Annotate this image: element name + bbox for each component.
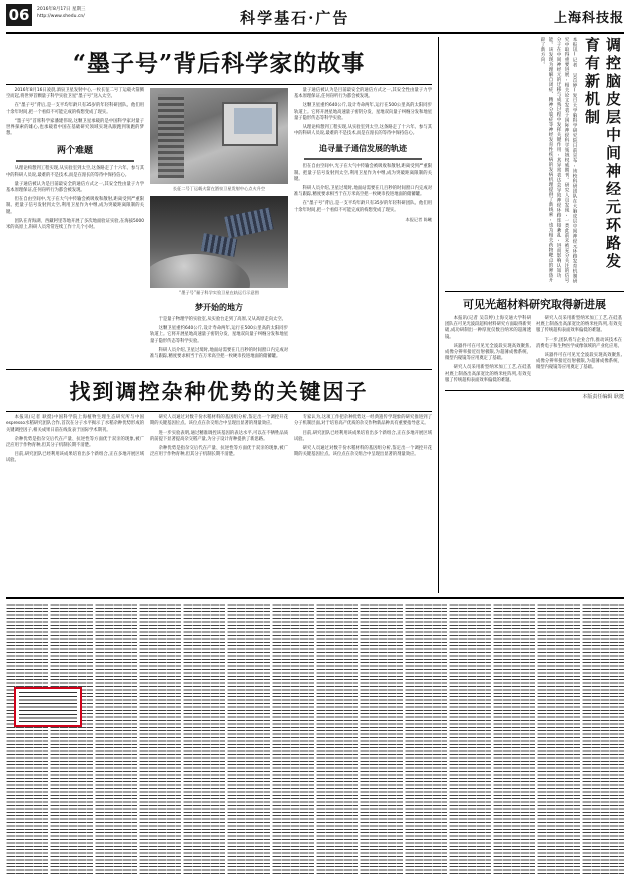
second-headline-rule <box>6 411 432 412</box>
classified-column <box>272 602 314 874</box>
paragraph: 但在自由空间中,光子在大气中传输会被吸收和散射,距离受到严重限制。把量子信号发射到太空,利用卫星作为中继,成为突破距离限制的关键。 <box>294 164 432 182</box>
paragraph: 研究人员采用新型纳米加工工艺,在硅基衬底上制备出高深宽比的纳米柱阵列,有效克服了传统超构表面效率偏低的难题。 <box>536 316 622 334</box>
second-headline: 找到调控杂种优势的关键因子 <box>69 379 369 405</box>
subhead-difficulties: 两个难题 <box>56 146 93 157</box>
second-c1-text <box>6 415 144 464</box>
solar-panel-shape <box>224 207 274 238</box>
right-zone <box>438 37 624 593</box>
left-zone <box>6 37 432 593</box>
page-body <box>6 37 624 593</box>
divider-above-second <box>6 369 432 370</box>
lead-article-columns <box>6 88 432 363</box>
lead-headline: “墨子号”背后科学家的故事 <box>72 50 366 77</box>
second-article-columns <box>6 415 432 467</box>
classified-column <box>582 602 624 874</box>
classified-column <box>95 602 137 874</box>
subhead-history: 追寻量子通信发展的轨迹 <box>319 143 407 154</box>
paragraph: 但在自由空间中,光子在大气中传输会被吸收和散射,距离受到严重限制。把量子信号发射到太空,利用卫星作为中继,成为突破距离限制的关键。 <box>6 197 144 215</box>
paragraph: 在“墨子号”背后,是一支平均年龄只有35岁的年轻科研团队。他们用十余年时间,把一个看似不可能完成的构想变成了现实。 <box>6 103 144 115</box>
paragraph: 在“墨子号”背后,是一支平均年龄只有35岁的年轻科研团队。他们用十余年时间,把一个看似不可能完成的构想变成了现实。 <box>294 201 432 213</box>
right-second-headline: 可见光超材料研究取得新进展 <box>445 291 624 312</box>
earth-shape <box>150 254 250 288</box>
masthead <box>6 4 624 34</box>
paragraph: 进一步实验表明,通过精准调控该基因的表达水平,可以在不牺牲品质的前提下显著提高杂交稻产量,为分子设计育种提供了新思路。 <box>150 430 288 442</box>
website-url: http://www.shedu.cn/ <box>37 14 85 19</box>
second-c2-text <box>150 415 288 458</box>
classified-column <box>6 602 48 874</box>
photo-caption-satellite: “墨子号”量子科学实验卫星在轨运行示意图 <box>179 290 259 295</box>
classified-column <box>139 602 181 874</box>
launch-tower-shape <box>158 94 184 178</box>
lead-c3-top <box>294 88 432 137</box>
photo-rocket-launch <box>150 88 288 184</box>
paragraph: 杂种优势是指杂交后代在产量、抗逆性等方面优于双亲的现象,被广泛应用于作物育种,但其分子机制长期不清楚。 <box>6 436 144 449</box>
paragraph: 量子通信被认为是目前最安全的通信方式之一,其安全性由量子力学基本原理保证,任何窃听行为都会被发现。 <box>294 88 432 100</box>
paragraph: 专家认为,这项工作把杂种优势这一经典遗传学现象的研究推进到了分子机制层面,对于培育高产优质的杂交作物新品种具有重要指导意义。 <box>294 415 432 427</box>
subhead-rule <box>16 160 134 162</box>
paragraph: 本报讯(记者 吴苡婷)上海交通大学科研团队在可见光波段超构材料研究方面取得新突破,成功研制出一种厚度仅数百纳米的超薄透镜。 <box>445 316 531 340</box>
lead-c2-text <box>150 317 288 360</box>
payload-inner-shape <box>234 108 272 134</box>
paragraph: 量子通信被认为是目前最安全的通信方式之一,其安全性由量子力学基本原理保证,任何窃听行为都会被发现。 <box>6 181 144 194</box>
subhead-dream-place: 梦开始的地方 <box>195 302 243 312</box>
page-number: 06 <box>6 4 32 26</box>
photo-satellite-orbit <box>150 196 288 288</box>
second-column-1 <box>6 415 144 467</box>
paragraph: 于是量子物理学的实验室,从实验台走到了高原,又从高原走向太空。 <box>158 317 286 322</box>
paragraph: 杂种优势是指杂交后代在产量、抗逆性等方面优于双亲的现象,被广泛应用于作物育种,但其分子机制长期不清楚。 <box>150 446 288 458</box>
paragraph: 下一步,团队将与企业合作,推动该技术在消费电子和生物医学成像领域的产业化应用。 <box>536 337 622 349</box>
paragraph: 团队在青海湖、西藏阿里等地开展了多次地面验证实验,在海拔5000米的高原上,科研人员常常连续工作十几个小时。 <box>6 218 144 231</box>
paragraph: 目前,研究团队已经利用该成果培育出多个新组合,正在多地开展区域试验。 <box>294 430 432 442</box>
right-c2-text <box>536 316 622 372</box>
paragraph: 研究人员采用新型纳米加工工艺,在硅基衬底上制备出高深宽比的纳米柱阵列,有效克服了传统超构表面效率偏低的难题。 <box>445 365 531 383</box>
lead-c1-p2 <box>6 166 144 231</box>
paragraph: 这颗卫星重约640公斤,设计寿命两年,运行在500公里高的太阳同步轨道上。它将开展星地高速量子密钥分发、星地双向量子纠缠分发和地星量子隐形传态等科学实验。 <box>294 103 432 121</box>
paragraph: 2016年8月16日凌晨,酒泉卫星发射中心,一枚长征二号丁运载火箭腾空而起,将世界首颗量子科学实验卫星“墨子号”送入太空。 <box>6 88 144 100</box>
vertical-article-body: 本报讯(记者 吴苡婷)复旦大学脑科学研究院日前宣布,该校科研团队在大脑皮层中间神经元环路发育机制研究中取得重要进展,相关论文发表于国际神经科学领域权威期刊。研究人员发现,一类此前未被充分关注的信号分子在中间神经元的迁移与成熟过程中发挥关键作用,其异常表达会导致神经环路连接紊乱,进而影响认知功能。该发现为理解自闭症、精神分裂症等神经发育性疾病的发病机理提供了新线索,也为相关药物靶点的筛选开辟了新方向。 <box>540 37 577 284</box>
paragraph: “墨子号”首席科学家潘建伟说,这颗卫星承载的是中国科学家对量子世界探索的雄心,也承载着中国在基础研究领域实现从跟跑到领跑的梦想。 <box>6 118 144 137</box>
classified-column <box>316 602 358 874</box>
classified-listings <box>6 597 624 878</box>
lead-column-3 <box>294 88 432 363</box>
paragraph: 本报讯(记者 耿挺)中国科学院上海植物生理生态研究所与中国espresso水稻研究团队合作,首次在分子水平揭示了水稻杂种优势形成的关键调控因子,相关成果日前在线发表于国际学术期刊。 <box>6 415 144 433</box>
classified-column <box>360 602 402 874</box>
right-c1-text <box>445 316 531 384</box>
lead-c3-bottom <box>294 164 432 213</box>
paragraph: 研究人员通过对数千份水稻材料的基因组分析,鉴定出一个调控开花期的关键基因位点。该位点在杂交组合中呈现出显著的剂量效应。 <box>294 446 432 458</box>
classified-column <box>50 602 92 874</box>
lead-column-1 <box>6 88 144 363</box>
right-col-2 <box>536 316 622 387</box>
paragraph: 科研人员介绍,卫星过境时,地面站需要在几百秒的时间窗口内完成对准与跟踪,精度要求相当于在万米高空把一枚硬币投进地面的储蓄罐。 <box>294 186 432 198</box>
highlighted-listing[interactable] <box>14 687 82 727</box>
second-c3-text <box>294 415 432 458</box>
right-second-columns <box>445 316 624 387</box>
classified-column <box>537 602 579 874</box>
lead-credit: 本报记者 陈曦 <box>405 216 432 222</box>
paper-name: 上海科技报 <box>553 11 624 26</box>
editor-byline: 本版责任编辑 耿挺 <box>445 390 624 400</box>
classified-column <box>405 602 447 874</box>
paragraph: 该器件可在可见光全波段实现高效聚焦,成像分辨率接近衍射极限,为超薄成像系统、微型内窥镜等应用奠定了基础。 <box>536 353 622 371</box>
paragraph: 研究人员通过对数千份水稻材料的基因组分析,鉴定出一个调控开花期的关键基因位点。该位点在杂交组合中呈现出显著的剂量效应。 <box>150 415 288 427</box>
classified-column <box>227 602 269 874</box>
highlighted-listing-text <box>19 692 77 722</box>
photo-caption-rocket: 长征二号丁运载火箭在酒泉卫星发射中心点火升空 <box>172 186 266 191</box>
section-title: 科学基石·广告 <box>240 9 350 27</box>
second-column-2 <box>150 415 288 467</box>
right-col-1 <box>445 316 531 387</box>
classified-column <box>493 602 535 874</box>
lead-column-2 <box>150 88 288 363</box>
lead-c1-p1 <box>6 88 144 137</box>
classified-column <box>183 602 225 874</box>
paragraph: 目前,研究团队已经利用该成果培育出多个新组合,正在多地开展区域试验。 <box>6 452 144 464</box>
publication-date: 2016年8月17日 星期三 <box>37 7 86 12</box>
classified-column <box>449 602 491 874</box>
paragraph: 从理论构想到工程实现,从实验室到太空,这条路走了十六年。参与其中的科研人员说,最难的不是技术,而是在漫长的等待中保持信心。 <box>294 125 432 137</box>
second-column-3 <box>294 415 432 467</box>
subhead-rule-2 <box>304 158 422 160</box>
paragraph: 该器件可在可见光全波段实现高效聚焦,成像分辨率接近衍射极限,为超薄成像系统、微型内窥镜等应用奠定了基础。 <box>445 343 531 362</box>
headline-rule <box>6 84 432 85</box>
folio-meta <box>37 4 85 20</box>
vertical-article <box>445 37 624 287</box>
paragraph: 这颗卫星重约640公斤,设计寿命两年,运行在500公里高的太阳同步轨道上。它将开展星地高速量子密钥分发、星地双向量子纠缠分发和地星量子隐形传态等科学实验。 <box>150 326 288 344</box>
vertical-article-headline: 调控脑皮层中间神经元环路发育有新机制 <box>583 37 622 271</box>
paragraph: 从理论构想到工程实现,从实验室到太空,这条路走了十六年。参与其中的科研人员说,最难的不是技术,而是在漫长的等待中保持信心。 <box>6 166 144 178</box>
paragraph: 科研人员介绍,卫星过境时,地面站需要在几百秒的时间窗口内完成对准与跟踪,精度要求相当于在万米高空把一枚硬币投进地面的储蓄罐。 <box>150 347 288 360</box>
